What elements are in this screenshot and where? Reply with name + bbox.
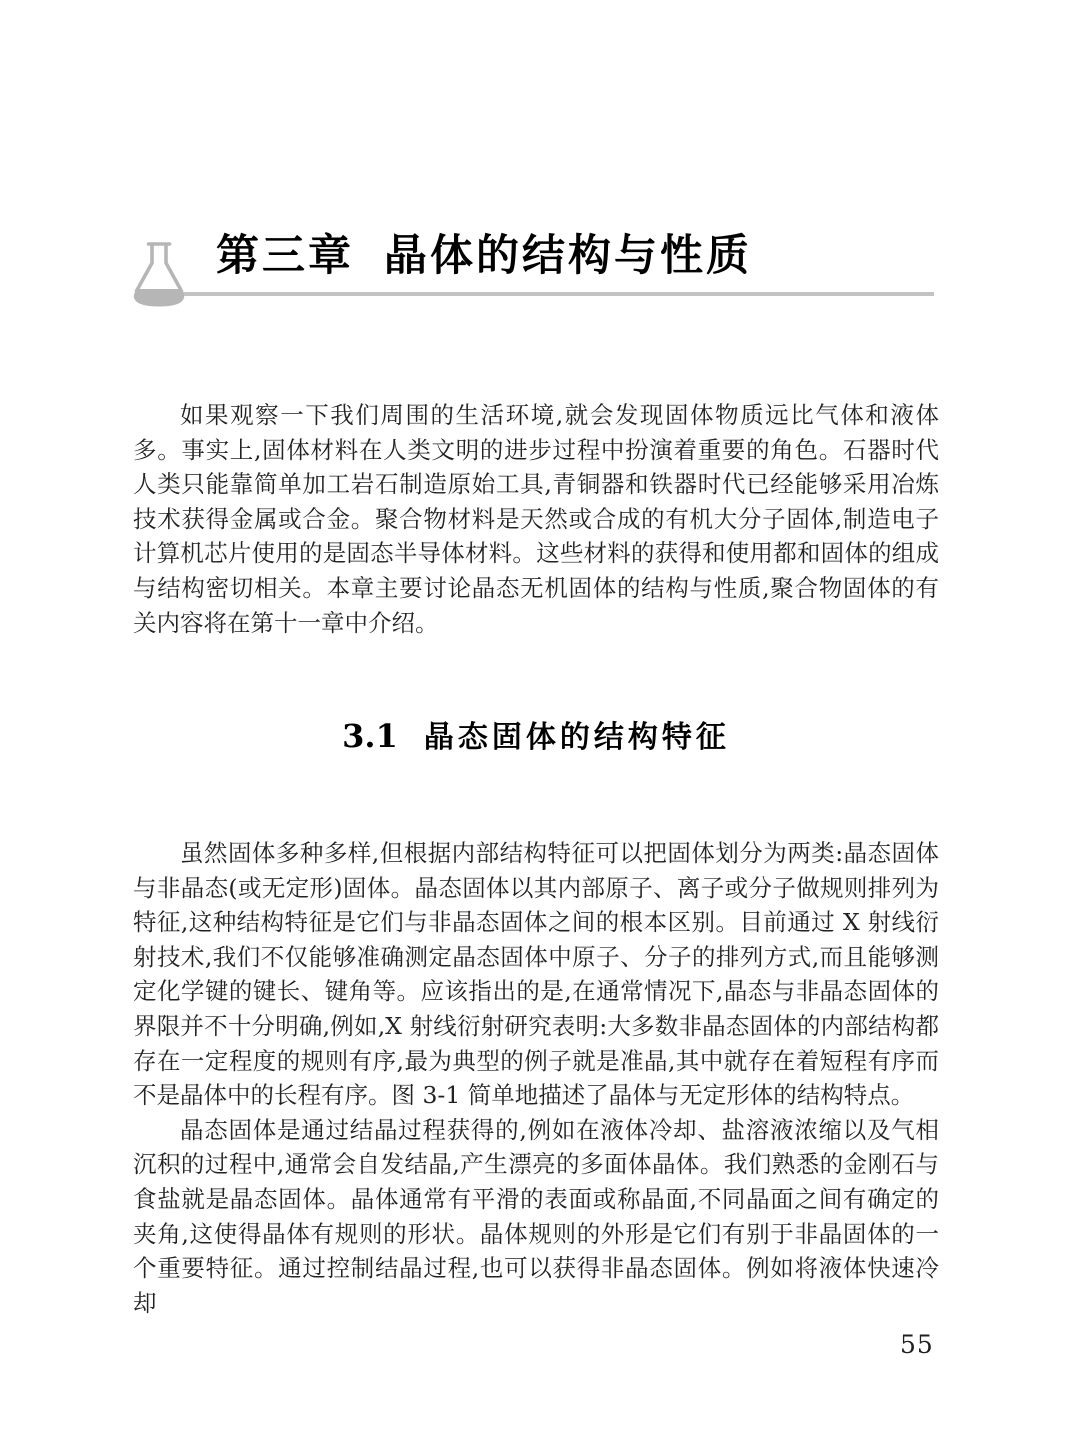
section-body [133, 836, 939, 1320]
section-heading [133, 712, 939, 756]
chapter-number: 第三章 [216, 231, 354, 281]
flask-icon [131, 240, 187, 310]
chapter-header [0, 228, 1070, 318]
section-number: 3.1 [342, 717, 398, 755]
section-title: 晶态固体的结构特征 [423, 720, 730, 755]
header-rule [143, 292, 934, 296]
body-paragraph: 晶态固体是通过结晶过程获得的,例如在液体冷却、盐溶液浓缩以及气相沉积的过程中,通常会自发结晶,产生漂亮的多面体晶体。我们熟悉的金刚石与食盐就是晶态固体。晶体通常有平滑的表面或称晶面,不同晶面之间有确定的夹角,这使得晶体有规则的形状。晶体规则的外形是它们有别于非晶固体的一个重要特征。通过控制结晶过程,也可以获得非晶态固体。例如将液体快速冷却 [133, 1115, 939, 1317]
page-number: 55 [900, 1330, 934, 1359]
body-paragraph: 虽然固体多种多样,但根据内部结构特征可以把固体划分为两类:晶态固体与非晶态(或无定形)固体。晶态固体以其内部原子、离子或分子做规则排列为特征,这种结构特征是它们与非晶态固体之间的根本区别。目前通过 X 射线衍射技术,我们不仅能够准确测定晶态固体中原子、分子的排列方式,而且能够测定化学键的键长、键角等。应该指出的是,在通常情况下,晶态与非晶态固体的界限并不十分明确,例如,X 射线衍射研究表明:大多数非晶态固体的内部结构都存在一定程度的规则有序,最为典型的例子就是准晶,其中就存在着短程有序而不是晶体中的长程有序。图 3-1 简单地描述了晶体与无定形体的结构特点。 [133, 839, 939, 1110]
chapter-title [216, 230, 752, 282]
intro-paragraph: 如果观察一下我们周围的生活环境,就会发现固体物质远比气体和液体多。事实上,固体材料在人类文明的进步过程中扮演着重要的角色。石器时代人类只能靠简单加工岩石制造原始工具,青铜器和铁器时代已经能够采用冶炼技术获得金属或合金。聚合物材料是天然或合成的有机大分子固体,制造电子计算机芯片使用的是固态半导体材料。这些材料的获得和使用都和固体的组成与结构密切相关。本章主要讨论晶态无机固体的结构与性质,聚合物固体的有关内容将在第十一章中介绍。 [133, 401, 939, 637]
chapter-title-text: 晶体的结构与性质 [384, 231, 752, 281]
intro-block [133, 398, 939, 640]
